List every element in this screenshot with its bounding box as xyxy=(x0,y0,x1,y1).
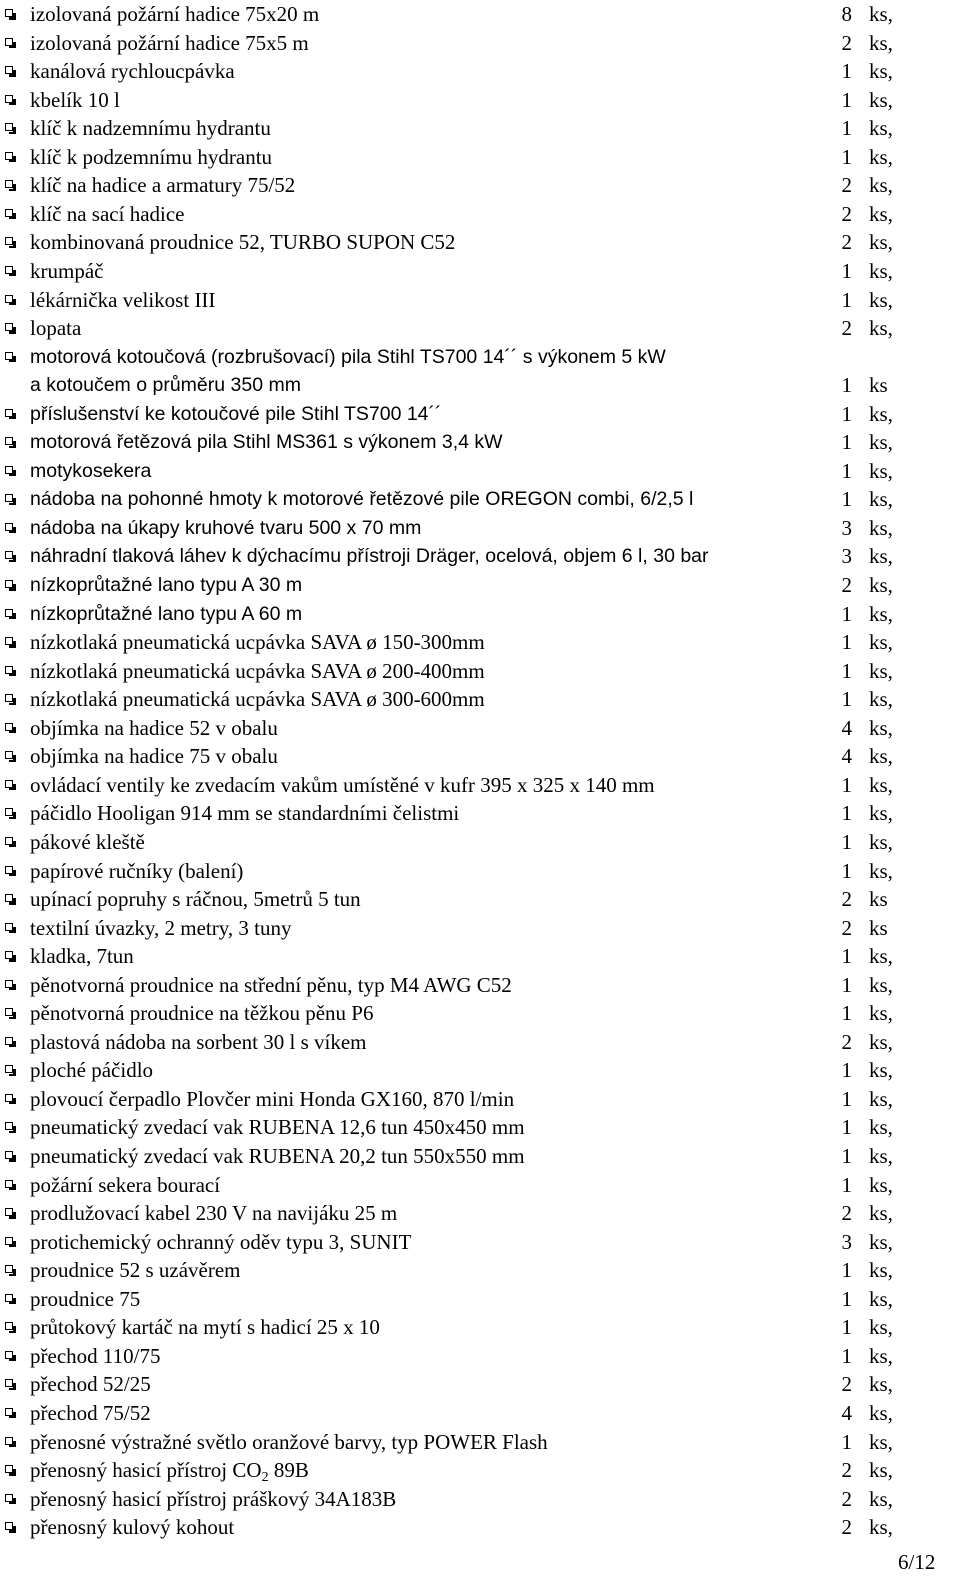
checkbox-bullet-icon xyxy=(5,180,13,188)
item-name: přechod 75/52 xyxy=(30,1400,151,1425)
list-item xyxy=(0,1313,960,1342)
list-item xyxy=(0,828,960,857)
item-quantity: 2 xyxy=(841,573,852,597)
checkbox-bullet-icon xyxy=(5,1294,13,1302)
item-quantity: 1 xyxy=(841,944,852,969)
item-quantity: 1 xyxy=(841,430,852,455)
item-unit: ks xyxy=(869,915,888,940)
list-item xyxy=(0,571,960,600)
item-unit: ks, xyxy=(869,258,893,283)
item-name: motykosekera xyxy=(30,459,152,482)
checkbox-bullet-icon xyxy=(5,1408,13,1416)
list-item xyxy=(0,714,960,743)
checkbox-bullet-icon xyxy=(5,1522,13,1530)
item-name: přenosné výstražné světlo oranžové barvy, typ POWER Flash xyxy=(30,1429,548,1454)
item-name: papírové ručníky (balení) xyxy=(30,858,244,883)
list-item xyxy=(0,999,960,1028)
item-quantity: 1 xyxy=(841,1001,852,1026)
item-quantity: 1 xyxy=(841,658,852,683)
checkbox-bullet-icon xyxy=(5,1094,13,1102)
item-unit: ks xyxy=(869,887,888,912)
item-name: klíč na sací hadice xyxy=(30,201,185,226)
item-unit: ks, xyxy=(869,544,893,569)
item-name: a kotoučem o průměru 350 mm xyxy=(30,374,301,397)
item-quantity: 1 xyxy=(841,801,852,826)
item-unit: ks, xyxy=(869,401,893,426)
checkbox-bullet-icon xyxy=(5,1180,13,1188)
list-item xyxy=(0,1513,960,1542)
checkbox-bullet-icon xyxy=(5,666,13,674)
list-item xyxy=(0,428,960,457)
list-item xyxy=(0,1171,960,1200)
checkbox-bullet-icon xyxy=(5,609,13,617)
list-item xyxy=(0,57,960,86)
item-unit: ks, xyxy=(869,458,893,483)
item-unit: ks, xyxy=(869,858,893,883)
item-quantity: 1 xyxy=(841,1086,852,1111)
item-quantity: 1 xyxy=(841,458,852,483)
item-name: nízkotlaká pneumatická ucpávka SAVA ø 150-300mm xyxy=(30,630,485,655)
item-quantity: 1 xyxy=(841,1286,852,1311)
list-item xyxy=(0,314,960,343)
checkbox-bullet-icon xyxy=(5,1379,13,1387)
list-item xyxy=(0,143,960,172)
item-quantity: 1 xyxy=(841,1172,852,1197)
item-unit: ks, xyxy=(869,487,893,512)
checkbox-bullet-icon xyxy=(5,523,13,531)
item-unit: ks, xyxy=(869,829,893,854)
list-item xyxy=(0,371,960,400)
list-item xyxy=(0,400,960,429)
item-quantity: 2 xyxy=(841,30,852,55)
item-unit: ks, xyxy=(869,1229,893,1254)
checkbox-bullet-icon xyxy=(5,1065,13,1073)
item-unit: ks, xyxy=(869,201,893,226)
item-unit: ks, xyxy=(869,1286,893,1311)
list-item xyxy=(0,971,960,1000)
item-name: plastová nádoba na sorbent 30 l s víkem xyxy=(30,1029,367,1054)
item-name-subscript: 2 xyxy=(261,1470,269,1486)
checkbox-bullet-icon xyxy=(5,437,13,445)
item-quantity: 3 xyxy=(841,544,852,569)
item-quantity: 1 xyxy=(841,630,852,655)
checkbox-bullet-icon xyxy=(5,1008,13,1016)
checkbox-bullet-icon xyxy=(5,1351,13,1359)
list-item xyxy=(0,86,960,115)
item-unit: ks, xyxy=(869,1001,893,1026)
item-name: klíč k podzemnímu hydrantu xyxy=(30,144,273,169)
item-unit: ks, xyxy=(869,1515,893,1540)
item-name: nádoba na úkapy kruhové tvaru 500 x 70 mm xyxy=(30,516,422,539)
item-unit: ks, xyxy=(869,87,893,112)
item-quantity: 2 xyxy=(841,1458,852,1483)
item-name: klíč k nadzemnímu hydrantu xyxy=(30,116,271,141)
item-name xyxy=(30,1456,309,1485)
item-unit: ks, xyxy=(869,430,893,455)
item-name: pákové kleště xyxy=(30,829,145,854)
item-quantity: 1 xyxy=(841,772,852,797)
list-item xyxy=(0,457,960,486)
item-name: přechod 52/25 xyxy=(30,1372,151,1397)
item-quantity: 1 xyxy=(841,687,852,712)
item-quantity: 1 xyxy=(841,59,852,84)
checkbox-bullet-icon xyxy=(5,694,13,702)
list-item xyxy=(0,942,960,971)
item-unit: ks, xyxy=(869,287,893,312)
item-quantity: 2 xyxy=(841,915,852,940)
list-item xyxy=(0,1370,960,1399)
list-item xyxy=(0,771,960,800)
item-name: nádoba na pohonné hmoty k motorové řetězové pile OREGON combi, 6/2,5 l xyxy=(30,488,694,511)
item-name: páčidlo Hooligan 914 mm se standardními čelistmi xyxy=(30,801,460,826)
checkbox-bullet-icon xyxy=(5,237,13,245)
list-item xyxy=(0,485,960,514)
item-unit: ks, xyxy=(869,1429,893,1454)
checkbox-bullet-icon xyxy=(5,951,13,959)
item-unit: ks, xyxy=(869,1029,893,1054)
checkbox-bullet-icon xyxy=(5,780,13,788)
checkbox-bullet-icon xyxy=(5,466,13,474)
checkbox-bullet-icon xyxy=(5,1465,13,1473)
checkbox-bullet-icon xyxy=(5,808,13,816)
item-name: kbelík 10 l xyxy=(30,87,120,112)
item-quantity: 1 xyxy=(841,1144,852,1168)
item-quantity: 2 xyxy=(841,173,852,198)
item-quantity: 1 xyxy=(841,972,852,997)
list-item xyxy=(0,1199,960,1228)
checkbox-bullet-icon xyxy=(5,409,13,417)
list-item xyxy=(0,628,960,657)
list-item xyxy=(0,1142,960,1171)
checkbox-bullet-icon xyxy=(5,751,13,759)
checkbox-bullet-icon xyxy=(5,723,13,731)
item-unit: ks, xyxy=(869,316,893,341)
item-quantity: 1 xyxy=(841,1258,852,1283)
item-name: proudnice 75 xyxy=(30,1286,141,1311)
list-item xyxy=(0,1056,960,1085)
item-name: motorová kotoučová (rozbrušovací) pila Stihl TS700 14´´ s výkonem 5 kW xyxy=(30,345,666,368)
item-quantity: 2 xyxy=(841,887,852,912)
item-name: klíč na hadice a armatury 75/52 xyxy=(30,173,296,198)
list-item xyxy=(0,171,960,200)
item-unit: ks, xyxy=(869,1172,893,1197)
checkbox-bullet-icon xyxy=(5,38,13,46)
item-quantity: 1 xyxy=(841,1429,852,1454)
item-quantity: 1 xyxy=(841,1058,852,1083)
item-name: objímka na hadice 75 v obalu xyxy=(30,744,278,769)
item-name: textilní úvazky, 2 metry, 3 tuny xyxy=(30,915,292,940)
item-unit: ks, xyxy=(869,30,893,55)
item-unit: ks, xyxy=(869,972,893,997)
item-name-part: 89B xyxy=(268,1458,309,1483)
item-quantity: 3 xyxy=(841,515,852,540)
list-item xyxy=(0,1113,960,1142)
checkbox-bullet-icon xyxy=(5,1037,13,1045)
item-name: příslušenství ke kotoučové pile Stihl TS700 14´´ xyxy=(30,402,442,425)
item-unit: ks, xyxy=(869,173,893,198)
item-unit: ks, xyxy=(869,59,893,84)
item-name: krumpáč xyxy=(30,258,104,283)
checkbox-bullet-icon xyxy=(5,1265,13,1273)
item-name: upínací popruhy s ráčnou, 5metrů 5 tun xyxy=(30,887,361,912)
item-name: přenosný kulový kohout xyxy=(30,1515,235,1540)
list-item xyxy=(0,914,960,943)
item-unit: ks, xyxy=(869,2,893,26)
item-quantity: 1 xyxy=(841,601,852,626)
item-quantity: 1 xyxy=(841,144,852,169)
checkbox-bullet-icon xyxy=(5,894,13,902)
item-unit: ks, xyxy=(869,1343,893,1368)
list-item xyxy=(0,0,960,29)
list-item xyxy=(0,1085,960,1114)
item-unit: ks, xyxy=(869,144,893,169)
list-item xyxy=(0,257,960,286)
item-unit: ks, xyxy=(869,1486,893,1511)
item-quantity: 4 xyxy=(841,1400,852,1425)
item-quantity: 1 xyxy=(841,258,852,283)
checkbox-bullet-icon xyxy=(5,152,13,160)
list-item xyxy=(0,29,960,58)
list-item xyxy=(0,885,960,914)
item-quantity: 4 xyxy=(841,715,852,740)
item-unit: ks, xyxy=(869,744,893,769)
checkbox-bullet-icon xyxy=(5,123,13,131)
item-name: plovoucí čerpadlo Plovčer mini Honda GX160, 870 l/min xyxy=(30,1086,515,1111)
item-name: pneumatický zvedací vak RUBENA 12,6 tun 450x450 mm xyxy=(30,1115,525,1140)
item-name: nízkotlaká pneumatická ucpávka SAVA ø 200-400mm xyxy=(30,658,485,683)
item-quantity: 1 xyxy=(841,287,852,312)
list-item xyxy=(0,542,960,571)
item-name: kladka, 7tun xyxy=(30,944,134,969)
item-quantity: 2 xyxy=(841,1486,852,1511)
list-item xyxy=(0,857,960,886)
item-name: přenosný hasicí přístroj práškový 34A183B xyxy=(30,1486,397,1511)
item-name: požární sekera bourací xyxy=(30,1172,221,1197)
list-item xyxy=(0,657,960,686)
item-quantity: 1 xyxy=(841,373,852,398)
item-unit: ks, xyxy=(869,630,893,655)
item-name: pěnotvorná proudnice na střední pěnu, typ M4 AWG C52 xyxy=(30,972,512,997)
list-item xyxy=(0,1228,960,1257)
item-quantity: 2 xyxy=(841,201,852,226)
item-unit: ks, xyxy=(869,515,893,540)
item-name: prodlužovací kabel 230 V na navijáku 25 m xyxy=(30,1201,398,1226)
item-quantity: 3 xyxy=(841,1229,852,1254)
checkbox-bullet-icon xyxy=(5,580,13,588)
item-name: objímka na hadice 52 v obalu xyxy=(30,715,278,740)
item-quantity: 1 xyxy=(841,401,852,426)
item-name: izolovaná požární hadice 75x20 m xyxy=(30,2,320,26)
item-quantity: 1 xyxy=(841,858,852,883)
item-quantity: 1 xyxy=(841,829,852,854)
checkbox-bullet-icon xyxy=(5,637,13,645)
list-item xyxy=(0,685,960,714)
item-unit: ks, xyxy=(869,772,893,797)
checkbox-bullet-icon xyxy=(5,1494,13,1502)
list-item xyxy=(0,228,960,257)
checkbox-bullet-icon xyxy=(5,980,13,988)
list-item xyxy=(0,1256,960,1285)
list-item xyxy=(0,1028,960,1057)
checkbox-bullet-icon xyxy=(5,494,13,502)
checkbox-bullet-icon xyxy=(5,352,13,360)
item-quantity: 2 xyxy=(841,1515,852,1540)
list-item xyxy=(0,1399,960,1428)
item-unit: ks, xyxy=(869,1400,893,1425)
list-item xyxy=(0,343,960,372)
item-quantity: 1 xyxy=(841,1315,852,1340)
item-unit: ks, xyxy=(869,1258,893,1283)
list-item xyxy=(0,742,960,771)
checkbox-bullet-icon xyxy=(5,1322,13,1330)
item-name: nízkoprůtažné lano typu A 60 m xyxy=(30,602,303,625)
checkbox-bullet-icon xyxy=(5,66,13,74)
item-quantity: 2 xyxy=(841,1372,852,1397)
list-item xyxy=(0,799,960,828)
list-item xyxy=(0,1285,960,1314)
list-item xyxy=(0,1456,960,1485)
item-quantity: 8 xyxy=(841,2,852,26)
item-unit: ks, xyxy=(869,801,893,826)
item-unit: ks, xyxy=(869,715,893,740)
item-unit: ks, xyxy=(869,116,893,141)
list-item xyxy=(0,514,960,543)
item-quantity: 1 xyxy=(841,1343,852,1368)
list-item xyxy=(0,200,960,229)
checkbox-bullet-icon xyxy=(5,1437,13,1445)
checkbox-bullet-icon xyxy=(5,9,13,17)
item-name: náhradní tlaková láhev k dýchacímu přístroji Dräger, ocelová, objem 6 l, 30 bar xyxy=(30,545,709,568)
list-item xyxy=(0,1342,960,1371)
list-item xyxy=(0,286,960,315)
checkbox-bullet-icon xyxy=(5,209,13,217)
checkbox-bullet-icon xyxy=(5,1151,13,1159)
item-quantity: 2 xyxy=(841,1201,852,1226)
item-unit: ks, xyxy=(869,1115,893,1140)
item-name: přechod 110/75 xyxy=(30,1343,161,1368)
item-name: izolovaná požární hadice 75x5 m xyxy=(30,30,309,55)
item-name: lékárnička velikost III xyxy=(30,287,216,312)
item-unit: ks, xyxy=(869,230,893,255)
item-unit: ks, xyxy=(869,1086,893,1111)
item-name: průtokový kartáč na mytí s hadicí 25 x 10 xyxy=(30,1315,380,1340)
item-name: protichemický ochranný oděv typu 3, SUNIT xyxy=(30,1229,412,1254)
list-item xyxy=(0,1485,960,1514)
checkbox-bullet-icon xyxy=(5,1208,13,1216)
item-name: pěnotvorná proudnice na těžkou pěnu P6 xyxy=(30,1001,374,1026)
checkbox-bullet-icon xyxy=(5,923,13,931)
checkbox-bullet-icon xyxy=(5,837,13,845)
item-unit: ks xyxy=(869,373,888,398)
item-name: pneumatický zvedací vak RUBENA 20,2 tun 550x550 mm xyxy=(30,1144,525,1168)
checkbox-bullet-icon xyxy=(5,295,13,303)
item-unit: ks, xyxy=(869,1458,893,1483)
item-quantity: 2 xyxy=(841,316,852,341)
item-unit: ks, xyxy=(869,658,893,683)
checkbox-bullet-icon xyxy=(5,95,13,103)
item-unit: ks, xyxy=(869,573,893,597)
item-unit: ks, xyxy=(869,1372,893,1397)
item-unit: ks, xyxy=(869,687,893,712)
item-name-part: přenosný hasicí přístroj CO xyxy=(30,1458,262,1483)
item-unit: ks, xyxy=(869,1201,893,1226)
list-item xyxy=(0,114,960,143)
checkbox-bullet-icon xyxy=(5,866,13,874)
item-unit: ks, xyxy=(869,944,893,969)
item-unit: ks, xyxy=(869,1144,893,1168)
checkbox-bullet-icon xyxy=(5,551,13,559)
item-quantity: 1 xyxy=(841,487,852,512)
checkbox-bullet-icon xyxy=(5,323,13,331)
item-quantity: 4 xyxy=(841,744,852,769)
item-unit: ks, xyxy=(869,601,893,626)
item-name: ovládací ventily ke zvedacím vakům umístěné v kufr 395 x 325 x 140 mm xyxy=(30,772,655,797)
item-name: ploché páčidlo xyxy=(30,1058,154,1083)
item-quantity: 2 xyxy=(841,1029,852,1054)
item-quantity: 1 xyxy=(841,1115,852,1140)
list-item xyxy=(0,600,960,629)
item-quantity: 2 xyxy=(841,230,852,255)
item-quantity: 1 xyxy=(841,87,852,112)
item-name: proudnice 52 s uzávěrem xyxy=(30,1258,241,1283)
item-unit: ks, xyxy=(869,1315,893,1340)
item-name: kombinovaná proudnice 52, TURBO SUPON C52 xyxy=(30,230,456,255)
checkbox-bullet-icon xyxy=(5,1122,13,1130)
item-name: nízkotlaká pneumatická ucpávka SAVA ø 300-600mm xyxy=(30,687,485,712)
checkbox-bullet-icon xyxy=(5,266,13,274)
page-number: 6/12 xyxy=(898,1550,936,1574)
item-quantity: 1 xyxy=(841,116,852,141)
item-name: nízkoprůtažné lano typu A 30 m xyxy=(30,574,303,596)
item-name: kanálová rychloucpávka xyxy=(30,59,235,84)
item-name: motorová řetězová pila Stihl MS361 s výkonem 3,4 kW xyxy=(30,431,503,454)
item-name: lopata xyxy=(30,316,82,341)
checkbox-bullet-icon xyxy=(5,1237,13,1245)
list-item xyxy=(0,1428,960,1457)
item-unit: ks, xyxy=(869,1058,893,1083)
